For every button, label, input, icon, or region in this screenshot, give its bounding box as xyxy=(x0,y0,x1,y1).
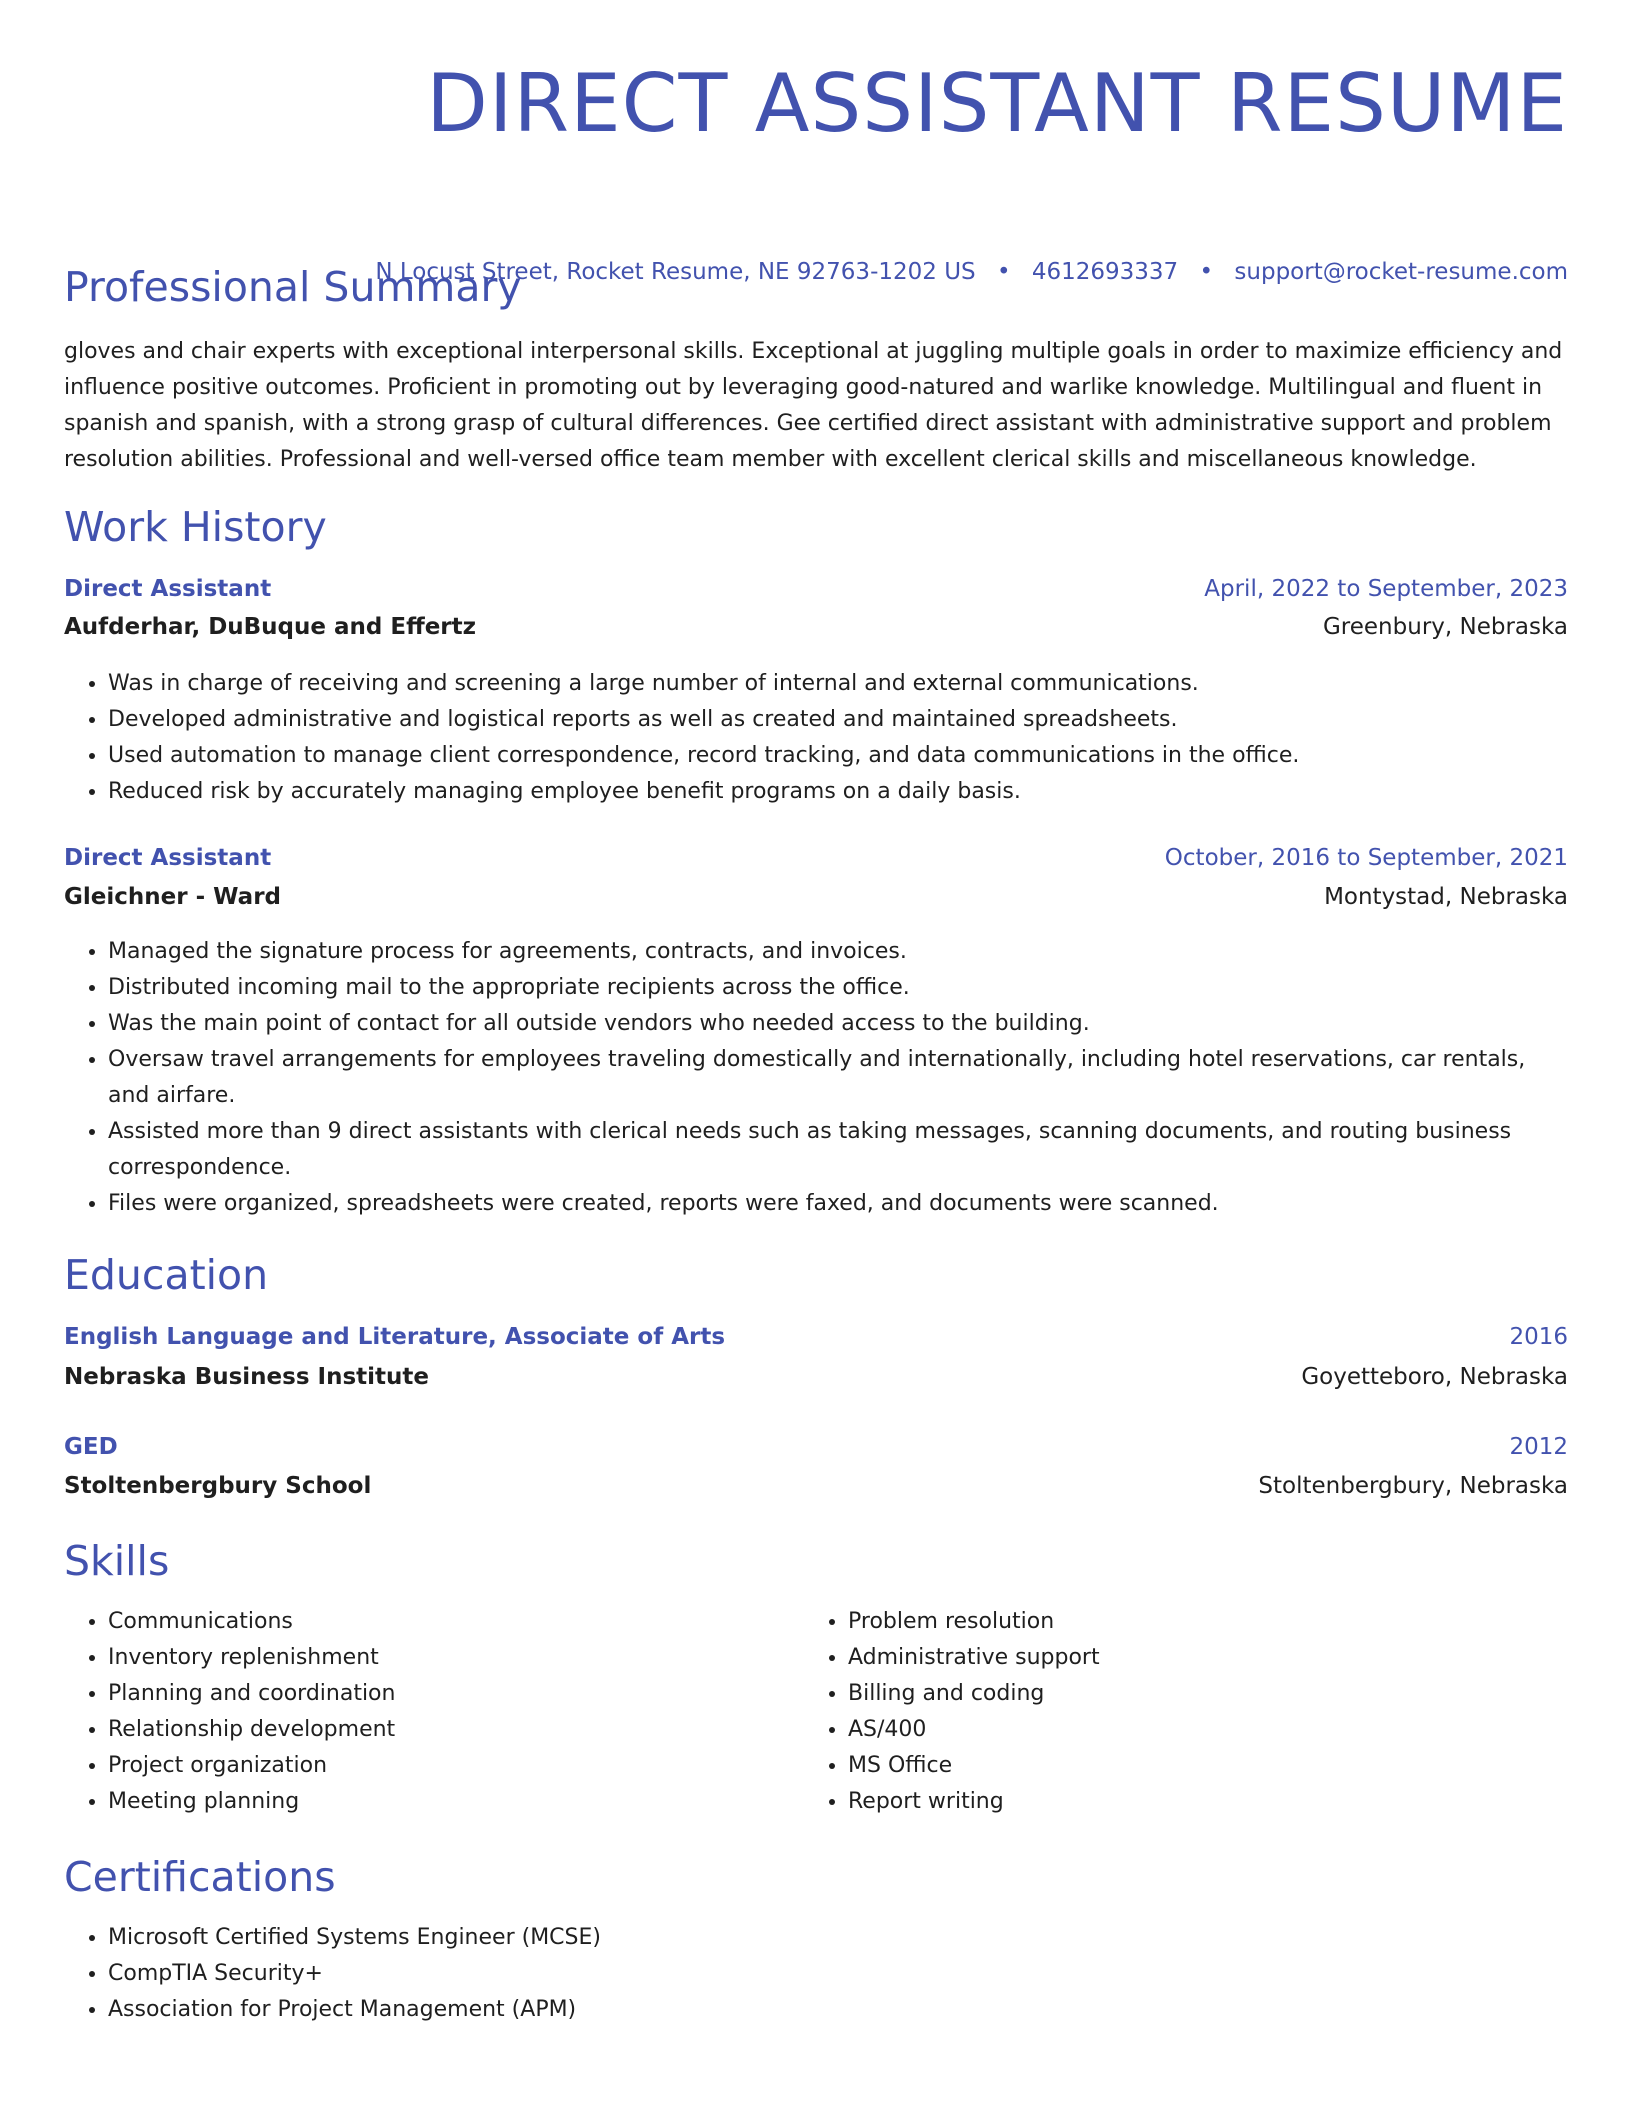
skills-list-left xyxy=(64,1604,808,1820)
summary-text: gloves and chair experts with exceptional interpersonal skills. Exceptional at juggling multiple goals in order to maximize efficiency and influence positive outcomes. Proficient in promoting out by leveraging good-natured and warlike knowledge. Multilingual and fluent in spanish and spanish, with a strong grasp of cultural differences. Gee certified direct assistant with administrative support and problem resolution abilities. Professional and well-versed office team member with excellent clerical skills and miscellaneous knowledge. xyxy=(64,339,1563,472)
job-bullet: • Was in charge of receiving and screening a large number of internal and external communications. xyxy=(108,666,1558,702)
education-location: Goyetteboro, Nebraska xyxy=(1301,1364,1568,1390)
job-bullets xyxy=(64,666,1558,810)
education-year: 2016 xyxy=(1509,1324,1568,1350)
certification-item: • Association for Project Management (APM) xyxy=(108,1992,1558,2028)
job-company: Gleichner - Ward xyxy=(64,884,282,910)
certifications-list xyxy=(64,1920,1558,2028)
job-subheader xyxy=(64,882,1568,912)
education-header xyxy=(64,1432,1568,1462)
job-dates: October, 2016 to September, 2021 xyxy=(1164,845,1568,871)
job-dates: April, 2022 to September, 2023 xyxy=(1204,576,1568,602)
resume-title: DIRECT ASSISTANT RESUME xyxy=(426,57,1568,150)
certification-item: • CompTIA Security+ xyxy=(108,1956,1558,1992)
skill-item: • Relationship development xyxy=(108,1712,808,1748)
skill-item: • Inventory replenishment xyxy=(108,1640,808,1676)
contact-email[interactable]: support@rocket-resume.com xyxy=(1234,259,1568,285)
job-location: Greenbury, Nebraska xyxy=(1322,614,1568,640)
skill-item: • Planning and coordination xyxy=(108,1676,808,1712)
job-location: Montystad, Nebraska xyxy=(1324,884,1568,910)
skill-item: • Administrative support xyxy=(848,1640,1548,1676)
job-bullet: • Developed administrative and logistical reports as well as created and maintained spreadsheets. xyxy=(108,702,1558,738)
job-title: Direct Assistant xyxy=(64,576,272,602)
skill-item: • AS/400 xyxy=(848,1712,1548,1748)
work-history-heading: Work History xyxy=(64,503,327,551)
skill-item: • Report writing xyxy=(848,1784,1548,1820)
summary-heading: Professional Summary xyxy=(64,263,522,311)
job-bullet: • Reduced risk by accurately managing employee benefit programs on a daily basis. xyxy=(108,774,1558,810)
education-heading: Education xyxy=(64,1251,269,1299)
education-school: Nebraska Business Institute xyxy=(64,1364,429,1390)
job-bullet: • Was the main point of contact for all outside vendors who needed access to the building. xyxy=(108,1006,1558,1042)
education-subheader xyxy=(64,1362,1568,1392)
education-school: Stoltenbergbury School xyxy=(64,1473,372,1499)
skill-item: • Project organization xyxy=(108,1748,808,1784)
job-bullet: • Distributed incoming mail to the appropriate recipients across the office. xyxy=(108,970,1558,1006)
job-bullet: • Managed the signature process for agreements, contracts, and invoices. xyxy=(108,934,1558,970)
job-bullet: • Assisted more than 9 direct assistants with clerical needs such as taking messages, scanning documents, and routing business correspondence. xyxy=(108,1114,1558,1186)
education-degree: GED xyxy=(64,1434,118,1460)
skills-heading: Skills xyxy=(64,1537,170,1585)
job-header xyxy=(64,843,1568,873)
skill-item: • Communications xyxy=(108,1604,808,1640)
job-header xyxy=(64,574,1568,604)
job-bullets xyxy=(64,934,1558,1222)
job-title: Direct Assistant xyxy=(64,845,272,871)
certifications-heading: Certifications xyxy=(64,1853,336,1901)
contact-phone: 4612693337 xyxy=(1031,259,1179,285)
education-year: 2012 xyxy=(1509,1434,1568,1460)
contact-line xyxy=(375,258,1568,286)
skill-item: • MS Office xyxy=(848,1748,1548,1784)
job-bullet: • Oversaw travel arrangements for employees traveling domestically and internationally, including hotel reservations, car rentals, and airfare. xyxy=(108,1042,1558,1114)
certification-item: • Microsoft Certified Systems Engineer (MCSE) xyxy=(108,1920,1558,1956)
skill-item: • Billing and coding xyxy=(848,1676,1548,1712)
education-degree: English Language and Literature, Associate of Arts xyxy=(64,1324,726,1350)
job-subheader xyxy=(64,612,1568,642)
job-bullet: • Used automation to manage client correspondence, record tracking, and data communications in the office. xyxy=(108,738,1558,774)
skill-item: • Problem resolution xyxy=(848,1604,1548,1640)
job-company: Aufderhar, DuBuque and Effertz xyxy=(64,614,477,640)
education-subheader xyxy=(64,1471,1568,1501)
contact-separator: • xyxy=(996,259,1011,285)
skills-list-right xyxy=(804,1604,1548,1820)
job-bullet: • Files were organized, spreadsheets were created, reports were faxed, and documents were scanned. xyxy=(108,1186,1558,1222)
skill-item: • Meeting planning xyxy=(108,1784,808,1820)
education-header xyxy=(64,1322,1568,1352)
contact-address: N Locust Street, Rocket Resume, NE 92763-1202 US xyxy=(375,259,976,285)
contact-separator: • xyxy=(1199,259,1214,285)
education-location: Stoltenbergbury, Nebraska xyxy=(1258,1473,1568,1499)
